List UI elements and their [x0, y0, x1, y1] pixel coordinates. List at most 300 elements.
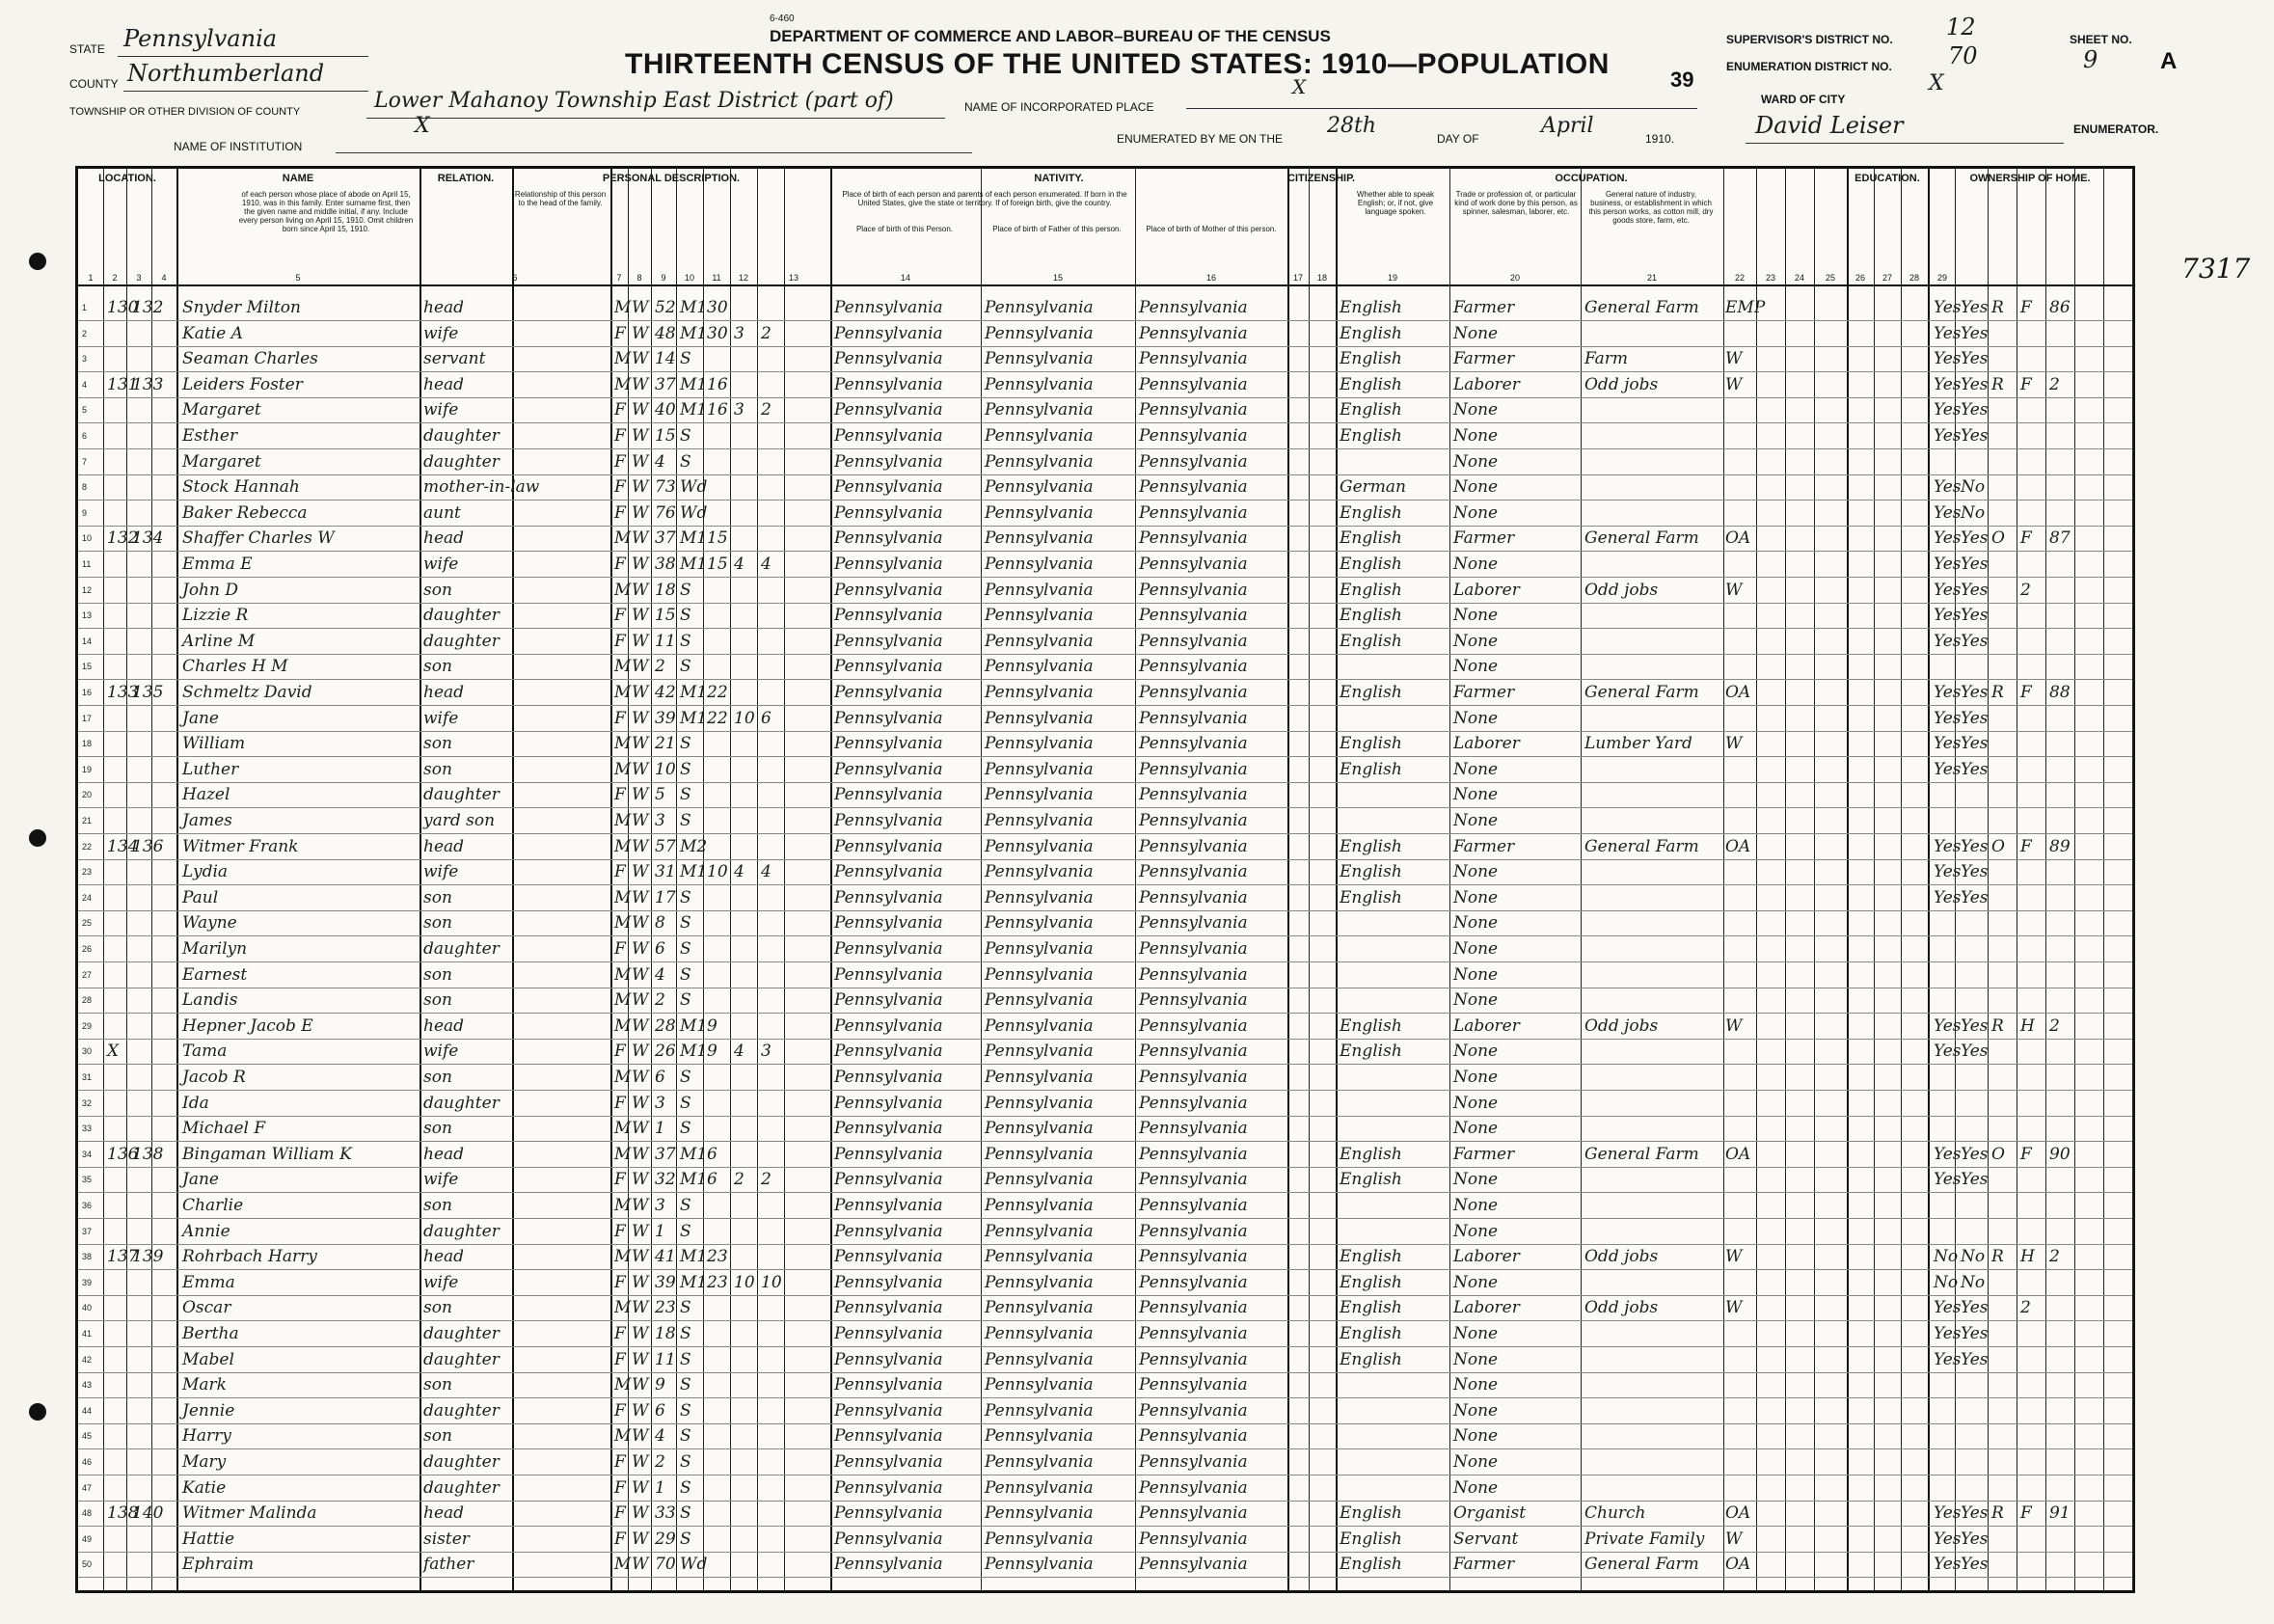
cell-rel: wife — [423, 1272, 459, 1292]
cell-pobm: Pennsylvania — [1139, 990, 1248, 1011]
cell-ms: S — [680, 1093, 691, 1113]
cell-dw — [107, 1220, 134, 1244]
cell-race: W — [632, 1068, 649, 1087]
cell-occ: Laborer — [1453, 734, 1520, 754]
cell-name: Harry — [182, 1426, 231, 1447]
cell-rel: daughter — [423, 606, 500, 626]
cell-dw: 131 — [107, 374, 139, 394]
cell-own3 — [2049, 501, 2078, 526]
cell-dw — [107, 937, 134, 961]
cell-born — [734, 911, 757, 935]
cell-occ: Farmer — [1453, 836, 1515, 856]
cell-ed1: Yes — [1934, 759, 1962, 779]
cell-fam — [132, 1450, 157, 1475]
cell-own3: 2 — [2049, 1247, 2060, 1267]
cell-ind: Lumber Yard — [1584, 734, 1692, 754]
cell-own2 — [2020, 809, 2044, 833]
cell-liv — [761, 475, 784, 500]
cell-cls — [1725, 1220, 1756, 1244]
cell-dw — [107, 886, 134, 910]
census-table — [75, 166, 2135, 1593]
cell-rel: head — [423, 836, 465, 856]
cell-age: 1 — [655, 1119, 665, 1139]
cell-lang: English — [1340, 887, 1402, 907]
cell-fam — [132, 450, 157, 474]
cell-dw — [107, 347, 134, 371]
cell-yrs — [707, 1424, 732, 1448]
cell-age: 15 — [655, 606, 676, 626]
cell-lang — [1340, 1424, 1448, 1448]
cell-fam — [132, 1296, 157, 1320]
cell-ed1: Yes — [1934, 323, 1962, 343]
cell-own2 — [2020, 1117, 2044, 1141]
column-number: 28 — [1909, 273, 1919, 283]
row-number: 44 — [82, 1405, 93, 1416]
cell-pobm: Pennsylvania — [1139, 1555, 1248, 1575]
cell-fam — [132, 707, 157, 731]
cell-fam — [132, 783, 157, 807]
cell-fam — [132, 1040, 157, 1064]
cell-sex: F — [614, 451, 626, 472]
cell-cls — [1725, 1066, 1756, 1090]
cell-dw: 132 — [107, 528, 139, 549]
cell-rel: head — [423, 683, 465, 702]
cell-own2: 2 — [2020, 1298, 2031, 1318]
cell-rel: aunt — [423, 502, 461, 523]
cell-lang: English — [1340, 426, 1402, 446]
cell-dw — [107, 322, 134, 346]
cell-liv — [761, 1553, 784, 1577]
cell-dw: X — [107, 1042, 120, 1062]
cell-name: Katie — [182, 1477, 227, 1498]
cell-rel: daughter — [423, 1477, 500, 1498]
cell-lang — [1340, 783, 1448, 807]
cell-yrs — [707, 1220, 732, 1244]
cell-race: W — [632, 323, 649, 343]
cell-name: Jane — [182, 1170, 219, 1190]
cell-ind — [1584, 1271, 1721, 1295]
cell-race: W — [632, 606, 649, 626]
row-number: 2 — [82, 328, 88, 338]
cell-fam — [132, 988, 157, 1013]
cell-dw — [107, 579, 134, 603]
cell-own2 — [2020, 1373, 2044, 1397]
cell-race: W — [632, 964, 649, 985]
cell-ind — [1584, 630, 1721, 654]
cell-race: W — [632, 1452, 649, 1472]
cell-ms: M1 — [680, 555, 708, 574]
township-label: TOWNSHIP OR OTHER DIVISION OF COUNTY — [69, 106, 301, 118]
cell-race: W — [632, 1298, 649, 1318]
cell-own3 — [2049, 553, 2078, 577]
cell-sex: F — [614, 1324, 626, 1343]
cell-yrs — [707, 501, 732, 526]
cell-ms: S — [680, 1068, 691, 1087]
cell-ed1: Yes — [1934, 1324, 1962, 1343]
cell-pobf: Pennsylvania — [985, 451, 1094, 472]
cell-ms: M1 — [680, 528, 708, 549]
cell-own3 — [2049, 1348, 2078, 1372]
cell-own2: F — [2020, 836, 2032, 856]
cell-pob: Pennsylvania — [834, 887, 943, 907]
cell-pobf: Pennsylvania — [985, 349, 1094, 369]
cell-own — [1991, 604, 2015, 628]
cell-rel: wife — [423, 708, 459, 728]
cell-name: James — [182, 811, 232, 830]
row-number: 43 — [82, 1380, 93, 1391]
cell-pobm: Pennsylvania — [1139, 913, 1248, 934]
cell-ms: S — [680, 964, 691, 985]
cell-ed2: Yes — [1961, 631, 1989, 651]
column-number: 9 — [661, 273, 666, 283]
column-number: 26 — [1854, 273, 1865, 283]
cell-ind — [1584, 1168, 1721, 1192]
cell-liv — [761, 1348, 784, 1372]
cell-fam — [132, 475, 157, 500]
cell-own — [1991, 1348, 2015, 1372]
table-row — [78, 1271, 2132, 1296]
cell-own — [1991, 1476, 2015, 1501]
cell-race: W — [632, 1375, 649, 1395]
cell-cls — [1725, 1117, 1756, 1141]
cell-rel: head — [423, 1015, 465, 1036]
cell-own — [1991, 1399, 2015, 1423]
cell-fam — [132, 1194, 157, 1218]
table-row — [78, 1348, 2132, 1373]
cell-occ: None — [1453, 1477, 1499, 1498]
cell-pobm: Pennsylvania — [1139, 1144, 1248, 1164]
cell-cls — [1725, 604, 1756, 628]
cell-lang: English — [1340, 631, 1402, 651]
cell-sex: M — [614, 836, 632, 856]
cell-dw — [107, 860, 134, 884]
row-number: 41 — [82, 1329, 93, 1339]
cell-own2 — [2020, 1450, 2044, 1475]
cell-race: W — [632, 734, 649, 754]
cell-cls: OA — [1725, 528, 1751, 549]
table-row — [78, 860, 2132, 885]
cell-cls — [1725, 1040, 1756, 1064]
cell-yrs — [707, 450, 732, 474]
cell-dw — [107, 450, 134, 474]
cell-name: Charlie — [182, 1196, 244, 1215]
cell-sex: F — [614, 1221, 626, 1241]
cell-born — [734, 1502, 757, 1526]
cell-cls — [1725, 1168, 1756, 1192]
cell-cls — [1725, 963, 1756, 988]
cell-pobm: Pennsylvania — [1139, 1452, 1248, 1472]
table-row — [78, 527, 2132, 552]
cell-race: W — [632, 1555, 649, 1575]
cell-own2 — [2020, 1399, 2044, 1423]
cell-yrs — [707, 655, 732, 679]
cell-pobm: Pennsylvania — [1139, 1093, 1248, 1113]
cell-occ: None — [1453, 1119, 1499, 1139]
cell-cls — [1725, 630, 1756, 654]
cell-age: 15 — [655, 426, 676, 446]
county-label: COUNTY — [69, 77, 119, 91]
cell-age: 39 — [655, 708, 676, 728]
column-number: 7 — [616, 273, 622, 283]
cell-pobm: Pennsylvania — [1139, 683, 1248, 702]
table-row — [78, 758, 2132, 783]
ward-label: WARD OF CITY — [1761, 93, 1846, 106]
cell-liv — [761, 681, 784, 705]
cell-liv — [761, 1424, 784, 1448]
cell-ind: Odd jobs — [1584, 1015, 1659, 1036]
cell-dw — [107, 1399, 134, 1423]
cell-pob: Pennsylvania — [834, 990, 943, 1011]
cell-ed1: Yes — [1934, 606, 1962, 626]
cell-occ: None — [1453, 759, 1499, 779]
cell-lang: English — [1340, 836, 1402, 856]
cell-fam — [132, 322, 157, 346]
cell-pob: Pennsylvania — [834, 1426, 943, 1447]
cell-own — [1991, 1322, 2015, 1346]
cell-ed1 — [1934, 783, 1959, 807]
cell-lang: English — [1340, 1272, 1402, 1292]
cell-own2 — [2020, 630, 2044, 654]
cell-rel: wife — [423, 555, 459, 574]
cell-yrs — [707, 630, 732, 654]
cell-lang: English — [1340, 528, 1402, 549]
cell-sex: M — [614, 887, 632, 907]
cell-lang: English — [1340, 862, 1402, 882]
cell-lang: English — [1340, 1503, 1402, 1524]
row-number: 20 — [82, 790, 93, 800]
binder-hole — [29, 253, 46, 270]
table-row — [78, 1245, 2132, 1270]
cell-pobf: Pennsylvania — [985, 400, 1094, 420]
cell-dw — [107, 1271, 134, 1295]
cell-own2 — [2020, 1348, 2044, 1372]
day-of-label: DAY OF — [1437, 132, 1479, 146]
cell-own2 — [2020, 860, 2044, 884]
cell-age: 6 — [655, 1400, 665, 1421]
cell-pob: Pennsylvania — [834, 734, 943, 754]
cell-own — [1991, 758, 2015, 782]
column-number: 1 — [88, 273, 94, 283]
cell-name: Bingaman William K — [182, 1144, 352, 1164]
cell-pob: Pennsylvania — [834, 1093, 943, 1113]
cell-ind — [1584, 398, 1721, 422]
cell-ed2 — [1961, 1066, 1988, 1090]
cell-name: Marilyn — [182, 939, 248, 959]
cell-yrs — [707, 475, 732, 500]
cell-cls — [1725, 1194, 1756, 1218]
cell-cls: W — [1725, 349, 1743, 369]
cell-fam — [132, 860, 157, 884]
cell-sex: F — [614, 1503, 626, 1524]
cell-pob: Pennsylvania — [834, 1477, 943, 1498]
cell-lang: English — [1340, 400, 1402, 420]
cell-born — [734, 1245, 757, 1269]
cell-lang: English — [1340, 555, 1402, 574]
cell-pob: Pennsylvania — [834, 1529, 943, 1549]
cell-name: Michael F — [182, 1119, 266, 1139]
cell-ed1 — [1934, 809, 1959, 833]
cell-liv: 4 — [761, 555, 772, 574]
cell-pobf: Pennsylvania — [985, 323, 1094, 343]
cell-born — [734, 1220, 757, 1244]
cell-pobm: Pennsylvania — [1139, 528, 1248, 549]
cell-ed2: No — [1961, 477, 1986, 498]
cell-race: W — [632, 1042, 649, 1062]
cell-ind: General Farm — [1584, 836, 1699, 856]
cell-race: W — [632, 1144, 649, 1164]
cell-sex: F — [614, 939, 626, 959]
cell-occ: Laborer — [1453, 1247, 1520, 1267]
cell-own2: H — [2020, 1015, 2035, 1036]
cell-name: Lizzie R — [182, 606, 249, 626]
group-header: NATIVITY. — [1034, 173, 1084, 184]
cell-own — [1991, 1424, 2015, 1448]
cell-own3: 89 — [2049, 836, 2071, 856]
cell-ind — [1584, 501, 1721, 526]
cell-born — [734, 501, 757, 526]
cell-liv — [761, 732, 784, 756]
cell-liv — [761, 373, 784, 397]
cell-age: 4 — [655, 451, 665, 472]
cell-name: Leiders Foster — [182, 374, 303, 394]
cell-ind — [1584, 1066, 1721, 1090]
cell-ed1: Yes — [1934, 734, 1962, 754]
cell-own2 — [2020, 1424, 2044, 1448]
cell-occ: Laborer — [1453, 1298, 1520, 1318]
table-row — [78, 1450, 2132, 1475]
cell-liv — [761, 1450, 784, 1475]
cell-occ: None — [1453, 1349, 1499, 1369]
cell-yrs — [707, 424, 732, 448]
cell-ed1 — [1934, 1117, 1959, 1141]
cell-ms: S — [680, 1196, 691, 1215]
cell-own2: F — [2020, 683, 2032, 702]
cell-liv — [761, 1066, 784, 1090]
cell-cls — [1725, 1348, 1756, 1372]
cell-age: 18 — [655, 580, 676, 600]
cell-dw: 130 — [107, 298, 139, 317]
cell-own — [1991, 1092, 2015, 1116]
cell-sex: F — [614, 477, 626, 498]
cell-own3 — [2049, 1271, 2078, 1295]
column-number: 16 — [1205, 273, 1216, 283]
cell-ms: S — [680, 1477, 691, 1498]
place-value: X — [1292, 75, 1307, 98]
table-row — [78, 1040, 2132, 1065]
cell-pob: Pennsylvania — [834, 708, 943, 728]
cell-own3: 88 — [2049, 683, 2071, 702]
cell-own: R — [1991, 1015, 2004, 1036]
cell-ed1: Yes — [1934, 374, 1962, 394]
cell-born — [734, 1117, 757, 1141]
cell-fam — [132, 963, 157, 988]
cell-ed1: Yes — [1934, 400, 1962, 420]
cell-own — [1991, 579, 2015, 603]
cell-dw — [107, 501, 134, 526]
cell-name: Witmer Frank — [182, 836, 299, 856]
cell-race: W — [632, 555, 649, 574]
row-number: 28 — [82, 995, 93, 1006]
row-number: 31 — [82, 1072, 93, 1082]
cell-born: 4 — [734, 1042, 744, 1062]
cell-cls — [1725, 1322, 1756, 1346]
cell-age: 2 — [655, 990, 665, 1011]
cell-ed2: Yes — [1961, 1298, 1989, 1318]
cell-own — [1991, 783, 2015, 807]
cell-rel: head — [423, 298, 465, 317]
cell-fam: 132 — [132, 298, 164, 317]
cell-born — [734, 373, 757, 397]
cell-race: W — [632, 426, 649, 446]
cell-own3 — [2049, 655, 2078, 679]
cell-sex: F — [614, 1042, 626, 1062]
table-row — [78, 1373, 2132, 1398]
cell-own2 — [2020, 347, 2044, 371]
cell-occ: None — [1453, 477, 1499, 498]
cell-ms: S — [680, 1426, 691, 1447]
cell-pobm: Pennsylvania — [1139, 1298, 1248, 1318]
cell-age: 9 — [655, 1375, 665, 1395]
cell-race: W — [632, 939, 649, 959]
cell-born — [734, 1399, 757, 1423]
cell-lang: English — [1340, 1298, 1402, 1318]
cell-lang: English — [1340, 1170, 1402, 1190]
cell-rel: wife — [423, 400, 459, 420]
cell-ed2: No — [1961, 502, 1986, 523]
cell-fam: 134 — [132, 528, 164, 549]
row-number: 10 — [82, 533, 93, 544]
cell-pobm: Pennsylvania — [1139, 555, 1248, 574]
cell-occ: None — [1453, 964, 1499, 985]
cell-born: 3 — [734, 323, 744, 343]
cell-rel: son — [423, 964, 452, 985]
cell-sex: F — [614, 785, 626, 805]
row-number: 22 — [82, 841, 93, 852]
cell-race: W — [632, 785, 649, 805]
table-row — [78, 579, 2132, 604]
cell-yrs: 22 — [707, 683, 728, 702]
cell-pobf: Pennsylvania — [985, 631, 1094, 651]
cell-lang — [1340, 707, 1448, 731]
enumerator-name: David Leiser — [1755, 112, 1904, 139]
birth-mother-subheader: Place of birth of Mother of this person. — [1146, 225, 1277, 233]
cell-ed2: Yes — [1961, 400, 1989, 420]
cell-age: 33 — [655, 1503, 676, 1524]
cell-rel: wife — [423, 323, 459, 343]
cell-own2 — [2020, 1528, 2044, 1552]
cell-liv — [761, 886, 784, 910]
table-row — [78, 501, 2132, 527]
group-header: OWNERSHIP OF HOME. — [1969, 173, 2091, 184]
cell-name: Luther — [182, 759, 239, 779]
cell-race: W — [632, 836, 649, 856]
row-number: 5 — [82, 405, 88, 416]
cell-own2 — [2020, 1040, 2044, 1064]
cell-ind: General Farm — [1584, 1144, 1699, 1164]
cell-ed1 — [1934, 1424, 1959, 1448]
cell-fam: 140 — [132, 1503, 164, 1524]
cell-born: 3 — [734, 400, 744, 420]
cell-born — [734, 424, 757, 448]
cell-sex: M — [614, 1426, 632, 1447]
table-row — [78, 630, 2132, 655]
cell-lang — [1340, 963, 1448, 988]
cell-liv — [761, 911, 784, 935]
cell-ind: General Farm — [1584, 683, 1699, 702]
cell-liv — [761, 1143, 784, 1167]
cell-yrs — [707, 1066, 732, 1090]
cell-pob: Pennsylvania — [834, 1221, 943, 1241]
